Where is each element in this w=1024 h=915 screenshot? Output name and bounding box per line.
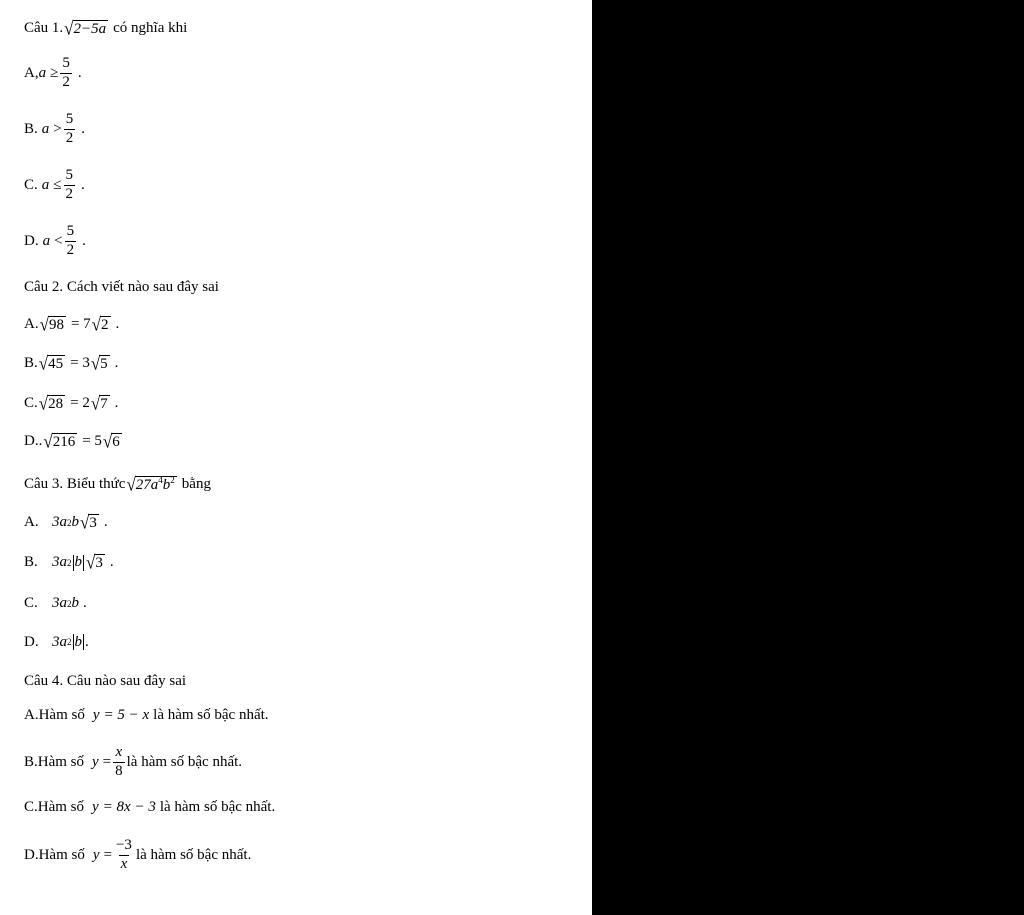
q4-option-b: B.Hàm số y = $\frac{x}{8}$ là hàm số bậc nhất. <box>24 744 243 779</box>
q1-option-b: B. a > $\frac{5}{2}$ . <box>24 111 85 146</box>
q1-a-fraction: $\frac{5}{2}$ <box>62 55 70 90</box>
q1-option-c: C. a ≤ $\frac{5}{2}$ . <box>24 167 85 202</box>
q2-option-d: D.. √ 216 = 5 √ 6 <box>24 431 120 452</box>
q1-d-fraction: $\frac{5}{2}$ <box>66 223 75 258</box>
q2-option-b: B. √ 45 = 3 √ 5 . <box>24 353 119 374</box>
q1-option-a: A, a ≥ $\frac{5}{2}$ . <box>24 55 82 90</box>
q4-option-a: A.Hàm số y = 5 − x là hàm số bậc nhất. <box>24 707 269 723</box>
q2-option-c: C. √ 28 = 2 √ 7 . <box>24 393 119 414</box>
q1-title <box>24 20 187 37</box>
q1-b-fraction: $\frac{5}{2}$ <box>65 111 74 146</box>
q4-option-c: C.Hàm số y = 8x − 3 là hàm số bậc nhất. <box>24 799 276 815</box>
q1-option-d: D. a < $\frac{5}{2}$ . <box>24 223 86 258</box>
q1-label: Câu 1. <box>24 20 64 36</box>
q3-sqrt-expr: √ $27a^4b^2$ <box>126 474 175 495</box>
q1-c-fraction: $\frac{5}{2}$ <box>65 167 73 202</box>
q1-text: có nghĩa khi <box>113 20 188 36</box>
q2-option-a: A. √ 98 = 7 √ 2 . <box>24 314 120 335</box>
q4-title: Câu 4. Câu nào sau đây sai <box>24 673 187 689</box>
q3-option-a: A. 3a 2 b √ 3 . <box>24 512 108 533</box>
q3-title: Câu 3. Biểu thức √ $27a^4b^2$ bằng <box>24 474 211 495</box>
q4-d-fraction: $\frac{-3}{x}$ <box>115 837 132 872</box>
q1-sqrt-expr: √ 2−5a <box>64 18 107 39</box>
q2-title: Câu 2. Cách viết nào sau đây sai <box>24 279 219 295</box>
q4-option-d: D.Hàm số y = $\frac{-3}{x}$ là hàm số bậc nhất. <box>24 837 252 872</box>
q3-option-b: B. 3a 2 b √ 3 . <box>24 552 114 573</box>
q3-option-d: D. 3a 2 b . <box>24 633 89 650</box>
q4-b-fraction: $\frac{x}{8}$ <box>115 744 123 779</box>
q3-option-c: C. 3a 2 b . <box>24 595 87 611</box>
